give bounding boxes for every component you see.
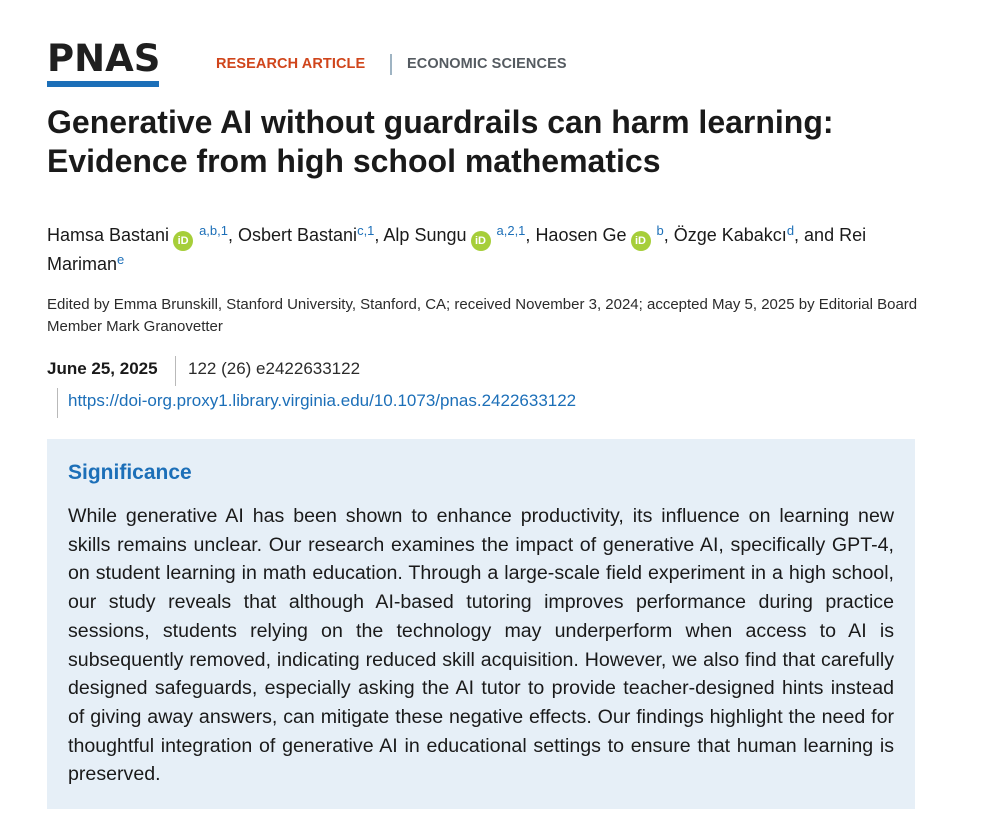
orcid-icon[interactable]: iD (631, 231, 651, 251)
citation-info: 122 (26) e2422633122 (188, 359, 361, 378)
orcid-icon[interactable]: iD (471, 231, 491, 251)
author-name[interactable]: Özge Kabakcı (673, 225, 787, 245)
orcid-icon[interactable]: iD (173, 231, 193, 251)
author-list (47, 222, 927, 278)
publication-date: June 25, 2025 (47, 359, 158, 378)
author-separator: , and (794, 225, 840, 245)
author-separator: , (374, 225, 384, 245)
significance-box (47, 439, 915, 809)
logo-underline (47, 81, 159, 87)
author-affiliation[interactable]: d (786, 223, 795, 238)
significance-text: While generative AI has been shown to enhance productivity, its influence on learning new skills remains unclear. Our research examines the impact of generative AI, specifically GPT-4, on student learning in math education. Through a large-scale field experiment in a high school, our study reveals that although AI-based tutoring improves performance during practice sessions, students relying on the technology may underperform when access to AI is subsequently removed, indicating reduced skill acquisition. However, we also find that carefully designed safeguards, especially asking the AI tutor to provide teacher-designed hints instead of giving away answers, can mitigate these negative effects. Our findings highlight the need for thoughtful integration of generative AI in educational settings to ensure that human learning is preserved. (68, 505, 894, 786)
author-separator: , (525, 225, 536, 245)
article-title: Generative AI without guardrails can harm learning: Evidence from high school mathematics (47, 104, 834, 179)
meta-divider (175, 356, 176, 386)
author-separator: , (663, 225, 674, 245)
author-affiliation[interactable]: e (117, 252, 125, 267)
category-economic-sciences[interactable]: ECONOMIC SCIENCES (407, 56, 567, 72)
edited-by: Edited by Emma Brunskill, Stanford University, Stanford, CA; received November 3, 2024; accepted May 5, 2025 by Editorial Board Member Mark Granovetter (47, 296, 918, 335)
author-affiliation[interactable]: b (656, 223, 664, 238)
logo-text: PNAS (47, 37, 161, 80)
category-research-article[interactable]: RESEARCH ARTICLE (216, 56, 366, 72)
author-name[interactable]: Alp Sungu (383, 225, 467, 245)
author-affiliation[interactable]: a,2,1 (496, 223, 526, 238)
doi-divider (57, 388, 58, 418)
author-affiliation[interactable]: c,1 (357, 223, 375, 238)
category-divider (390, 54, 392, 75)
author-affiliation[interactable]: a,b,1 (199, 223, 228, 238)
author-name[interactable]: Haosen Ge (535, 225, 627, 245)
author-name[interactable]: Hamsa Bastani (47, 225, 170, 245)
pnas-logo[interactable] (47, 37, 161, 87)
doi-link[interactable]: https://doi-org.proxy1.library.virginia.edu/10.1073/pnas.2422633122 (68, 391, 577, 410)
author-name[interactable]: Rei Mariman (47, 225, 867, 274)
significance-heading: Significance (68, 461, 192, 484)
author-name[interactable]: Osbert Bastani (238, 225, 358, 245)
author-separator: , (227, 225, 238, 245)
